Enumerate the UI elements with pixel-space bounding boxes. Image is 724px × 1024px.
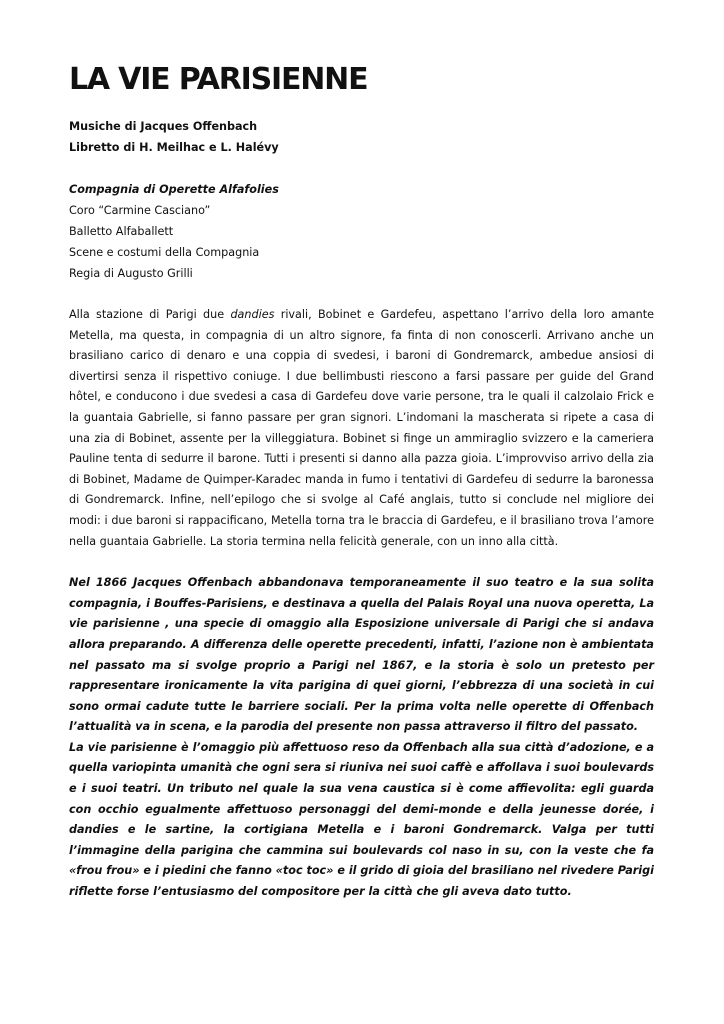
company-name: Compagnia di Operette Alfafolies xyxy=(69,183,279,196)
synopsis-text-rest: rivali, Bobinet e Gardefeu, aspettano l’arrivo della loro amante Metella, ma questa, in compagnia di un altro signore, fa finta di non conoscerli. Arrivano anche un brasiliano carico di denaro e una coppia di svedesi, i baroni di Gondremarck, ambedue ansiosi di divertirsi senza il rispettivo coniuge. I due bellimbusti riescono a farsi passare per guide del Grand hôtel, e conducono i due svedesi a casa di Gardefeu dove varie persone, tra le quali il calzolaio Frick e la guantaia Gabrielle, si fanno passare per gran signori. L’indomani la mascherata si ripete a casa di una zia di Bobinet, assente per la villeggiatura. Bobinet si finge un ammiraglio svizzero e la cameriera Pauline tenta di sedurre il barone. Tutti i presenti si danno alla pazza gioia. L’improvviso arrivo della zia di Bobinet, Madame de Quimper-Karadec manda in fumo i tentativi di Gardefeu di sedurre la baronessa di Gondremarck. Infine, nell’epilogo che si svolge al Café anglais, tutto si conclude nel migliore dei modi: i due baroni si rappacificano, Metella torna tra le braccia di Gardefeu, e il brasiliano trova l’amore nella guantaia Gabrielle. La storia termina nella felicità generale, con un inno alla città. xyxy=(69,308,654,548)
credits-block xyxy=(69,116,654,158)
libretto-credit: Libretto di H. Meilhac e L. Halévy xyxy=(69,141,279,154)
essay-block xyxy=(69,573,654,903)
music-credit: Musiche di Jacques Offenbach xyxy=(69,120,258,133)
company-ballet: Balletto Alfaballett xyxy=(69,225,174,238)
essay-paragraph-1: Nel 1866 Jacques Offenbach abbandonava temporaneamente il suo teatro e la sua solita compagnia, i Bouffes-Parisiens, e destinava a quella del Palais Royal una nuova operetta, La vie parisienne , una specie di omaggio alla Esposizione universale di Parigi che si andava allora preparando. A differenza delle operette precedenti, infatti, l’azione non è ambientata nel passato ma si svolge proprio a Parigi nel 1867, e la storia è solo un pretesto per rappresentare ironicamente la vita parigina di quei giorni, l’ebbrezza di una società in cui sono ormai cadute tutte le barriere sociali. Per la prima volta nelle operette di Offenbach l’attualità va in scena, e la parodia del presente non passa attraverso il filtro del passato. xyxy=(69,576,654,734)
company-choir: Coro “Carmine Casciano” xyxy=(69,204,211,217)
company-sets: Scene e costumi della Compagnia xyxy=(69,246,260,259)
company-block xyxy=(69,179,654,284)
page-title: LA VIE PARISIENNE xyxy=(69,62,368,97)
synopsis-emphasis: dandies xyxy=(230,308,275,321)
company-direction: Regia di Augusto Grilli xyxy=(69,267,193,280)
synopsis-text-start: Alla stazione di Parigi due xyxy=(69,308,231,321)
synopsis-paragraph xyxy=(69,305,654,552)
essay-paragraph-2: La vie parisienne è l’omaggio più affettuoso reso da Offenbach alla sua città d’adozione, e a quella variopinta umanità che ogni sera si riuniva nei suoi caffè e affollava i suoi boulevards e i suoi teatri. Un tributo nel quale la sua vena caustica si è come affievolita: egli guarda con occhio egualmente affettuoso personaggi del demi-monde e della jeunesse dorée, i dandies e le sartine, la cortigiana Metella e i baroni Gondremarck. Valga per tutti l’immagine della parigina che cammina sui boulevards col naso in su, con la veste che fa «frou frou» e i piedini che fanno «toc toc» e il grido di gioia del brasiliano nel rivedere Parigi riflette forse l’entusiasmo del compositore per la città che gli aveva dato tutto. xyxy=(69,740,654,899)
